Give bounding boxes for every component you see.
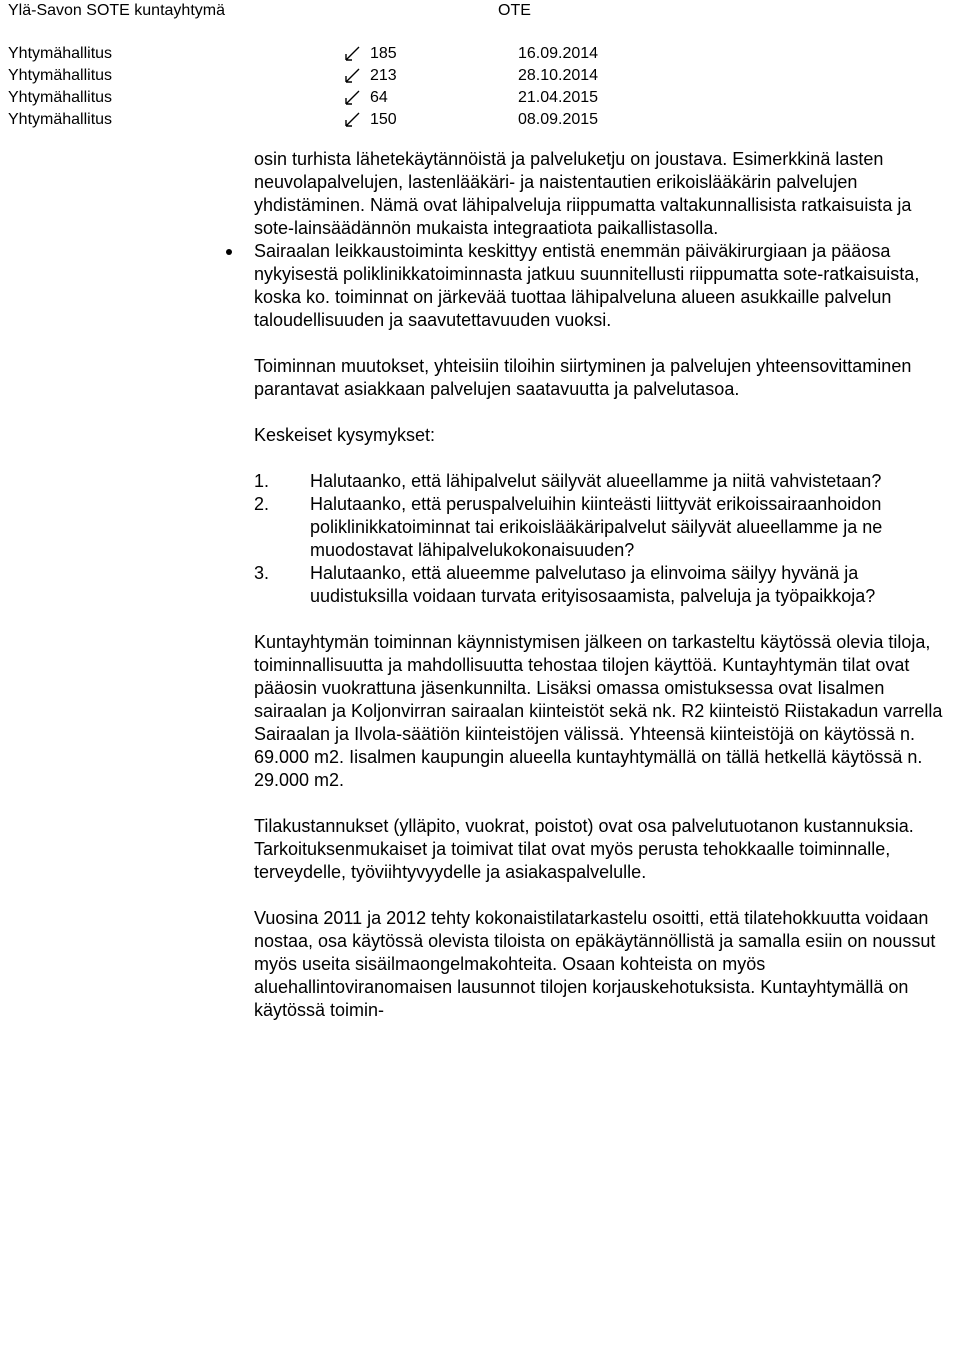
questions-heading: Keskeiset kysymykset: <box>254 425 436 445</box>
reference-body: Yhtymähallitus <box>8 45 113 62</box>
paragraph: Vuosina 2011 ja 2012 tehty kokonaistilatarkastelu osoitti, että tilatehokkuutta voidaan nostaa, osa käytössä olevista tiloista on epäkäytännöllistä ja samalla esiin on noussut myös useita sisäilmaongelmakohteita. Osaan kohteista on myös aluehallintoviranomaisen lausunnot tilojen korjauskehotuksista. Kuntayhtymällä on käytössä toimin- <box>254 908 936 1020</box>
return-arrow-icon <box>344 68 360 84</box>
reference-date: 28.10.2014 <box>518 67 599 84</box>
question-text: Halutaanko, että alueemme palvelutaso ja elinvoima säilyy hyvänä ja uudistuksilla voidaan turvata erityisosaamista, palveluja ja työpaikkoja? <box>310 563 876 606</box>
return-arrow-icon <box>344 46 360 62</box>
bullet-item <box>254 240 954 332</box>
question-number: 1. <box>254 471 270 491</box>
reference-body: Yhtymähallitus <box>8 67 113 84</box>
question-text: Halutaanko, että peruspalveluihin kiinteästi liittyvät erikoissairaanhoidon poliklinikkatoiminnat tai erikoislääkäripalvelut säilyvät alueellamme ja ne muodostavat lähipalvelukokonaisuuden? <box>310 494 883 560</box>
question-number: 2. <box>254 494 270 514</box>
paragraph: Kuntayhtymän toiminnan käynnistymisen jälkeen on tarkasteltu käytössä olevia tiloja, toiminnallisuutta ja mahdollisuutta tehostaa tilojen käyttöä. Kuntayhtymän tilat ovat pääosin vuokrattuna jäsenkunnilta. Lisäksi omassa omistuksessa ovat Iisalmen sairaalan ja Koljonvirran sairaalan kiinteistöt sekä nk. R2 kiinteistö Riistakadun varrella Sairaalan ja Ilvola-säätiön kiinteistöjen välissä. Yhteensä kiinteistöjä on käytössä n. 69.000 m2. Iisalmen kaupungin alueella kuntayhtymällä on tällä hetkellä käytössä n. 29.000 m2. <box>254 632 943 790</box>
questions-list <box>254 470 954 608</box>
reference-body: Yhtymähallitus <box>8 89 113 106</box>
organization-name: Ylä-Savon SOTE kuntayhtymä <box>8 2 225 19</box>
reference-date: 16.09.2014 <box>518 45 599 62</box>
document-type: OTE <box>498 2 531 19</box>
question-item <box>254 562 954 608</box>
paragraph: Toiminnan muutokset, yhteisiin tiloihin siirtyminen ja palvelujen yhteensovittaminen parantavat asiakkaan palvelujen saatavuutta ja palvelutasoa. <box>254 356 912 399</box>
reference-number: 64 <box>370 89 388 106</box>
reference-number: 150 <box>370 111 397 128</box>
bullet-dot-icon <box>226 249 232 255</box>
reference-date: 21.04.2015 <box>518 89 599 106</box>
reference-number: 185 <box>370 45 397 62</box>
question-item <box>254 470 954 493</box>
return-arrow-icon <box>344 90 360 106</box>
question-text: Halutaanko, että lähipalvelut säilyvät alueellamme ja niitä vahvistetaan? <box>310 471 882 491</box>
reference-date: 08.09.2015 <box>518 111 599 128</box>
reference-body: Yhtymähallitus <box>8 111 113 128</box>
return-arrow-icon <box>344 112 360 128</box>
bullet-continuation: osin turhista lähetekäytännöistä ja palveluketju on joustava. Esimerkkinä lasten neuvolapalvelujen, lastenlääkäri- ja naistentautien erikoislääkärin palvelujen yhdistäminen. Nämä ovat lähipalveluja riippumatta valtakunnallisista ratkaisuista ja sote-lainsäädännön mukaista integraatiota paikallistasolla. <box>254 149 912 238</box>
bullet-text: Sairaalan leikkaustoiminta keskittyy entistä enemmän päiväkirurgiaan ja pääosa nykyisestä poliklinikkatoiminnasta jatkuu suunnitellusti riippumatta sote-ratkaisuista, koska ko. toiminnat on järkevää tuottaa lähipalveluna alueen asukkaille palvelun taloudellisuuden ja saavutettavuuden vuoksi. <box>254 241 920 330</box>
reference-number: 213 <box>370 67 397 84</box>
question-item <box>254 493 954 562</box>
question-number: 3. <box>254 563 270 583</box>
document-body <box>254 148 954 1022</box>
paragraph: Tilakustannukset (ylläpito, vuokrat, poistot) ovat osa palvelutuotanon kustannuksia. Tarkoituksenmukaiset ja toimivat tilat ovat myös perusta tehokkaalle toiminnalle, terveydelle, työviihtyvyydelle ja asiakaspalvelulle. <box>254 816 914 882</box>
